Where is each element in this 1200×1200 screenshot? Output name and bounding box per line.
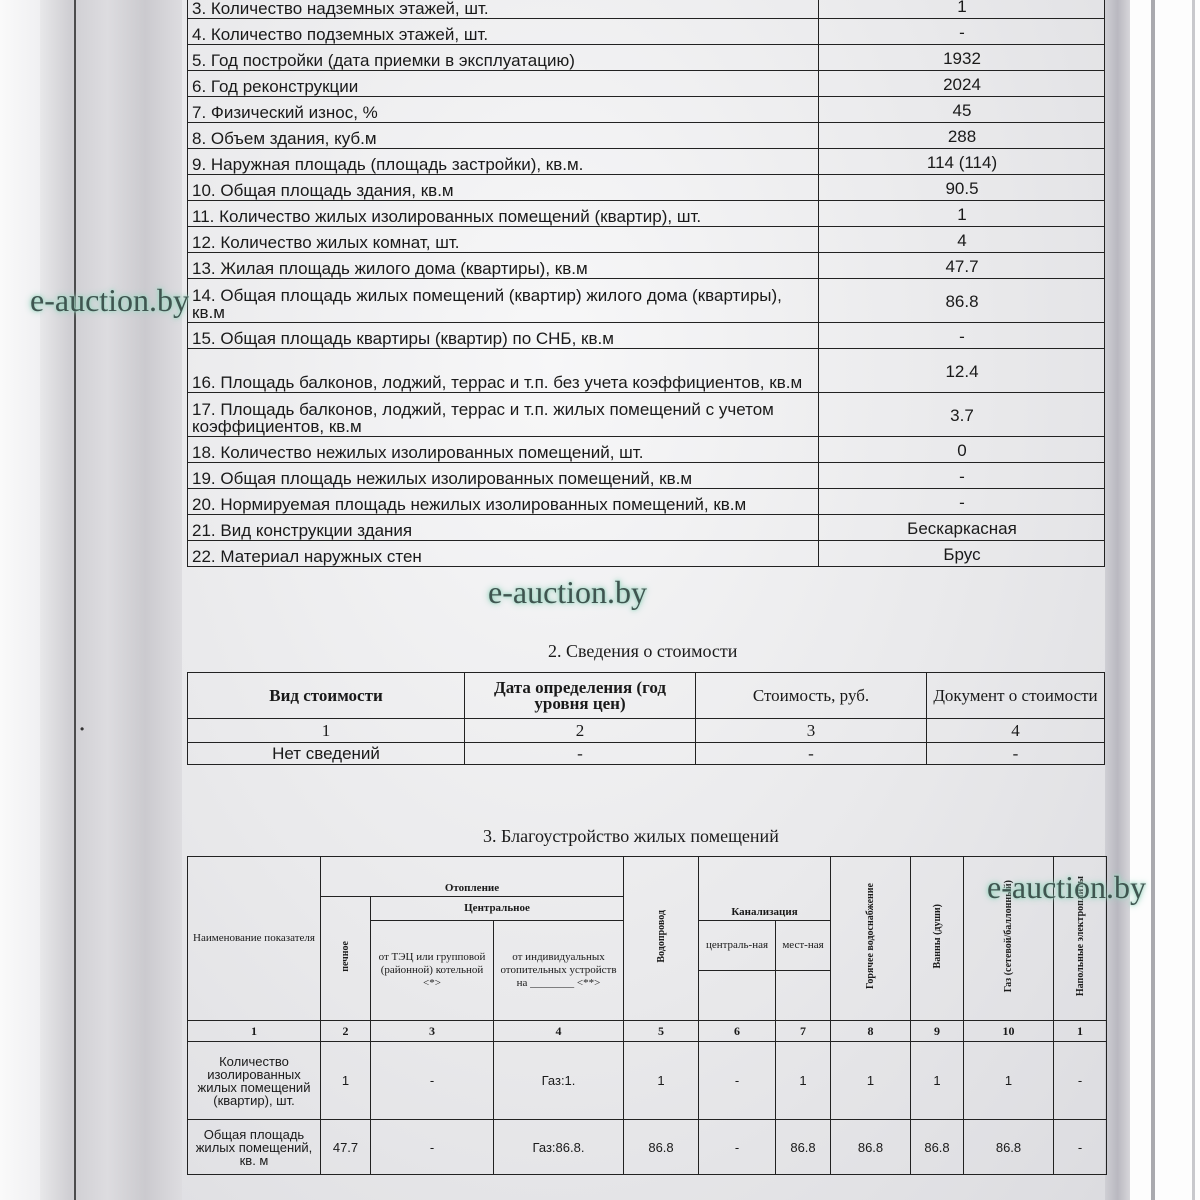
row-value: 0 — [819, 437, 1105, 463]
row-value: 1 — [819, 201, 1105, 227]
header-sewerage: Канализация — [699, 857, 831, 921]
section-2-title: 2. Сведения о стоимости — [548, 641, 738, 661]
table-row — [188, 279, 1105, 323]
header-heating: Отопление — [321, 857, 624, 897]
header-spacer — [776, 971, 831, 1021]
binding-line — [74, 0, 76, 1200]
row-label: 15. Общая площадь квартиры (квартир) по СНБ, кв.м — [188, 323, 819, 349]
row-value: - — [819, 19, 1105, 45]
row-value: - — [819, 463, 1105, 489]
header-gas: Газ (сетевой/баллонный) — [964, 857, 1054, 1021]
table-row — [188, 1042, 1107, 1120]
table-row — [188, 743, 1105, 765]
row-label: 21. Вид конструкции здания — [188, 515, 819, 541]
row-label: 16. Площадь балконов, лоджий, террас и т.п. без учета коэффициентов, кв.м — [188, 349, 819, 393]
table-row — [188, 97, 1105, 123]
cost-table-numbers — [188, 719, 1105, 743]
cell: 47.7 — [321, 1120, 371, 1175]
cell: - — [699, 1042, 776, 1120]
table-row — [188, 201, 1105, 227]
row-value: 288 — [819, 123, 1105, 149]
cell: - — [696, 743, 927, 765]
table-row — [188, 227, 1105, 253]
header-from-individual: от индивидуальных отопительных устройств на ________ <**> — [494, 921, 624, 1021]
row-label: 22. Материал наружных стен — [188, 541, 819, 567]
scan-edge — [1130, 0, 1200, 1200]
cell: 86.8 — [911, 1120, 964, 1175]
row-label: 5. Год постройки (дата приемки в эксплуатацию) — [188, 45, 819, 71]
col-number: 5 — [624, 1021, 699, 1042]
header-date: Дата определения (год уровня цен) — [465, 673, 696, 719]
row-value: 90.5 — [819, 175, 1105, 201]
col-number: 4 — [927, 719, 1105, 743]
row-value: 12.4 — [819, 349, 1105, 393]
col-number: 2 — [321, 1021, 371, 1042]
row-label: 17. Площадь балконов, лоджий, террас и т.п. жилых помещений с учетом коэффициентов, кв.м — [188, 393, 819, 437]
table-row — [188, 253, 1105, 279]
table-row — [188, 463, 1105, 489]
scan-edge-line — [1151, 0, 1155, 1200]
header-stove: печное — [321, 897, 371, 1021]
col-number: 2 — [465, 719, 696, 743]
header-central: Центральное — [371, 897, 624, 921]
column-numbers — [188, 1021, 1107, 1042]
header-cost-type: Вид стоимости — [188, 673, 465, 719]
cell: - — [371, 1120, 494, 1175]
row-label: 14. Общая площадь жилых помещений (квартир) жилого дома (квартиры), кв.м — [188, 279, 819, 323]
row-label: 19. Общая площадь нежилых изолированных помещений, кв.м — [188, 463, 819, 489]
col-number: 1 — [1054, 1021, 1107, 1042]
header-baths: Ванны (души) — [911, 857, 964, 1021]
row-label: 12. Количество жилых комнат, шт. — [188, 227, 819, 253]
row-label: 18. Количество нежилых изолированных помещений, шт. — [188, 437, 819, 463]
scan-margin — [0, 0, 40, 1200]
row-value: Брус — [819, 541, 1105, 567]
cell: 86.8 — [624, 1120, 699, 1175]
col-number: 3 — [371, 1021, 494, 1042]
cell: - — [927, 743, 1105, 765]
scan-mark: • — [80, 722, 85, 736]
header-from-tec: от ТЭЦ или групповой (районной) котельной <*> — [371, 921, 494, 1021]
row-value: 86.8 — [819, 279, 1105, 323]
watermark: e-auction.by — [30, 282, 190, 318]
col-number: 4 — [494, 1021, 624, 1042]
col-number: 10 — [964, 1021, 1054, 1042]
table-row — [188, 149, 1105, 175]
cell: - — [1054, 1042, 1107, 1120]
table-row — [188, 515, 1105, 541]
col-number: 3 — [696, 719, 927, 743]
row-value: 4 — [819, 227, 1105, 253]
header-name: Наименование показателя — [188, 857, 321, 1021]
scan-edge-line-2 — [1192, 0, 1195, 1200]
cell: - — [1054, 1120, 1107, 1175]
row-label: 3. Количество надземных этажей, шт. — [188, 0, 819, 19]
header-cost: Стоимость, руб. — [696, 673, 927, 719]
cell: 1 — [964, 1042, 1054, 1120]
watermark: e-auction.by — [987, 869, 1147, 905]
table-row — [188, 1120, 1107, 1175]
row-label: 9. Наружная площадь (площадь застройки), кв.м. — [188, 149, 819, 175]
cell: 1 — [911, 1042, 964, 1120]
row-label: 20. Нормируемая площадь нежилых изолированных помещений, кв.м — [188, 489, 819, 515]
row-value: 2024 — [819, 71, 1105, 97]
cell: 1 — [831, 1042, 911, 1120]
row-value: 1 — [819, 0, 1105, 19]
table-row — [188, 175, 1105, 201]
section-3-title: 3. Благоустройство жилых помещений — [483, 826, 779, 846]
col-number: 6 — [699, 1021, 776, 1042]
table-row — [188, 71, 1105, 97]
col-number: 1 — [188, 1021, 321, 1042]
row-label: 8. Объем здания, куб.м — [188, 123, 819, 149]
row-value: - — [819, 489, 1105, 515]
row-label: 13. Жилая площадь жилого дома (квартиры), кв.м — [188, 253, 819, 279]
col-number: 7 — [776, 1021, 831, 1042]
row-value: 114 (114) — [819, 149, 1105, 175]
row-value: - — [819, 323, 1105, 349]
table-row — [188, 19, 1105, 45]
cell: 1 — [776, 1042, 831, 1120]
table-row — [188, 45, 1105, 71]
col-number: 8 — [831, 1021, 911, 1042]
table-row — [188, 437, 1105, 463]
row-label: 7. Физический износ, % — [188, 97, 819, 123]
cell: - — [371, 1042, 494, 1120]
header-sewer-local: мест-ная — [776, 921, 831, 971]
row-label: 11. Количество жилых изолированных помещений (квартир), шт. — [188, 201, 819, 227]
cell: 1 — [321, 1042, 371, 1120]
col-number: 1 — [188, 719, 465, 743]
amenities-table — [187, 856, 1107, 1175]
watermark: e-auction.by — [488, 574, 648, 610]
header-spacer — [699, 971, 776, 1021]
table-row — [188, 323, 1105, 349]
table-row — [188, 349, 1105, 393]
row-value: 47.7 — [819, 253, 1105, 279]
cell: Газ:86.8. — [494, 1120, 624, 1175]
row-label: 4. Количество подземных этажей, шт. — [188, 19, 819, 45]
header-hot-water: Горячее водоснабжение — [831, 857, 911, 1021]
row-label: Общая площадь жилых помещений, кв. м — [188, 1120, 321, 1175]
cell: - — [699, 1120, 776, 1175]
cell: Газ:1. — [494, 1042, 624, 1120]
row-label: 6. Год реконструкции — [188, 71, 819, 97]
cell: - — [465, 743, 696, 765]
cell: 86.8 — [776, 1120, 831, 1175]
header-document: Документ о стоимости — [927, 673, 1105, 719]
table-row — [188, 541, 1105, 567]
scan-shadow-left — [40, 0, 190, 1200]
cell: Нет сведений — [188, 743, 465, 765]
col-number: 9 — [911, 1021, 964, 1042]
cell: 86.8 — [964, 1120, 1054, 1175]
row-value: 3.7 — [819, 393, 1105, 437]
row-value: 1932 — [819, 45, 1105, 71]
row-value: 45 — [819, 97, 1105, 123]
header-floor-stoves: Напольные электроплиты — [1054, 857, 1107, 1021]
header-sewer-central: централь-ная — [699, 921, 776, 971]
cost-table-header — [188, 673, 1105, 719]
scan-shadow-right — [1105, 0, 1130, 1200]
row-value: Бескаркасная — [819, 515, 1105, 541]
table-row — [188, 489, 1105, 515]
cell: 86.8 — [831, 1120, 911, 1175]
row-label: Количество изолированных жилых помещений (квартир), шт. — [188, 1042, 321, 1120]
table-row — [188, 0, 1105, 19]
header-water: Водопровод — [624, 857, 699, 1021]
cost-table — [187, 672, 1105, 765]
table-row — [188, 393, 1105, 437]
building-characteristics-table — [187, 0, 1105, 567]
cell: 1 — [624, 1042, 699, 1120]
row-label: 10. Общая площадь здания, кв.м — [188, 175, 819, 201]
table-row — [188, 123, 1105, 149]
